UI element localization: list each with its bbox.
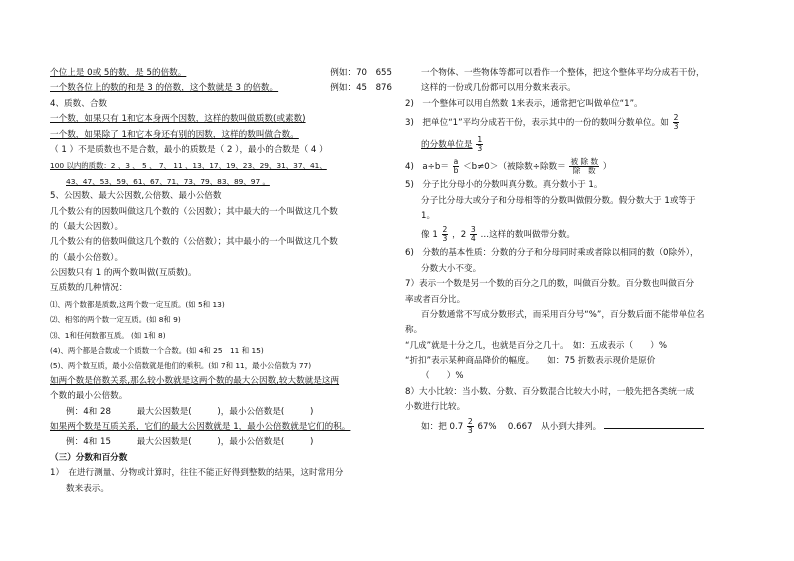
text-line: 几个数公有的因数叫做这几个数的（公因数）；其中最大的一个叫做这几个数: [50, 206, 338, 217]
unit-fraction-text: 的分数单位是: [421, 140, 473, 151]
rule-multiple-of-3: 一个数各位上的数的和是 3 的倍数，这个数就是 3 的倍数。: [50, 83, 279, 94]
coprime-relation-text: 如果两个数是互质关系，它们的最大公因数就是 1，最小公倍数就是它们的积。: [50, 421, 351, 432]
fraction-denominator: 3: [442, 234, 448, 244]
text-line: （ 1 ）不是质数也不是合数，最小的质数是（ 2 ），最小的合数是（ 4 ）: [50, 144, 328, 155]
text-line: “折扣”表示某种商品降价的幅度。 如：75 折数表示现价是原价: [405, 356, 656, 367]
mixed-number-text: 像 1: [421, 230, 438, 241]
text-line: 个数的最小公倍数。: [50, 391, 128, 402]
text-line: [405, 112, 748, 134]
text-line: [405, 339, 748, 354]
division-formula: 4) a÷b＝: [405, 162, 449, 173]
prime-alias: (或素数): [273, 114, 306, 125]
text-line: 几个数公有的倍数叫做这几个数的（公倍数）；其中最小的一个叫做这几个数: [50, 237, 338, 248]
rule-multiple-of-5: 个位上是 0或 5的数，是 5的倍数。: [50, 68, 187, 78]
text-line: 互质数的几种情况：: [50, 283, 128, 294]
primes-list-text: 43、47、53、59、61、67、71、73、79、83、89、97 。: [66, 176, 270, 186]
text-line: 2) 一个整体可以用自然数 1来表示，通常把它叫做单位“1”。: [405, 98, 643, 109]
right-column: [405, 66, 748, 438]
example-label: 例：4和 15: [66, 437, 111, 448]
example-label: 例：4和 28: [66, 406, 111, 417]
multiple-relation-text: 如两个数是倍数关系,那么较小数就是这两个数的最大公因数,较大数就是这两: [50, 375, 340, 386]
fraction-numerator: 2: [442, 225, 448, 235]
fraction-numerator: 3: [470, 225, 476, 235]
primes-list-cont: [50, 174, 392, 189]
text-line: 6) 分数的基本性质：分数的分子和分母同时乘或者除以相同的数（0除外），: [405, 248, 699, 259]
text-line: [50, 420, 392, 435]
mixed-number-text: ，2: [452, 230, 467, 241]
example-text: 例如：70 655: [330, 68, 392, 78]
fraction-denominator: 4: [470, 234, 476, 244]
example-line: [50, 405, 392, 420]
text-line: 的（最小公倍数）。: [50, 252, 124, 263]
text-line: 分数大小不变。: [421, 263, 482, 274]
text-line: [405, 156, 748, 178]
fraction: [569, 158, 599, 175]
composite-definition: [50, 128, 392, 143]
answer-blank-line[interactable]: [604, 419, 704, 429]
text-line: [405, 224, 748, 246]
fraction-denominator: 3: [477, 144, 483, 154]
fraction: [470, 226, 477, 243]
text-line: 7）表示一个数是另一个数的百分之几的数，叫做百分数。百分数也叫做百分: [405, 279, 695, 290]
fraction-numerator: 2: [673, 113, 679, 123]
fraction: [453, 158, 460, 175]
text-line: 分子比分母大或分子和分母相等的分数叫做假分数。假分数大于 1或等于: [421, 195, 696, 206]
fraction-numerator: 1: [477, 135, 483, 145]
percent-question: 如：五成表示（ ）%: [572, 340, 668, 351]
text-line: 1。: [421, 210, 436, 221]
percent-note: “几成”就是十分之几，也就是百分之几十。: [405, 340, 565, 351]
text-line: 一个物体、一些物体等都可以看作一个整体，把这个整体平均分成若干份，: [421, 68, 705, 78]
mixed-number-text: …这样的数叫做带分数。: [480, 230, 576, 241]
fraction-numerator: 2: [467, 416, 473, 426]
text-line: [50, 112, 392, 127]
fraction: [442, 226, 449, 243]
fraction-numerator: a: [453, 157, 459, 167]
example-line: [50, 435, 392, 450]
section-heading: （三）分数和百分数: [50, 452, 128, 463]
example-text: 例如：45 876: [330, 83, 392, 94]
unit-fraction-definition: 3) 把单位“1”平均分成若干份，表示其中的一份的数叫分数单位。如: [405, 118, 669, 129]
text-line: 率或者百分比。: [405, 294, 466, 305]
fraction-denominator: b: [453, 166, 459, 176]
division-formula: ＜b≠0＞（被除数÷除数＝: [463, 162, 566, 173]
left-column: [50, 66, 392, 497]
section-heading: 5、公因数、最大公因数,公倍数、最小公倍数: [50, 191, 222, 202]
primes-list: [50, 158, 392, 173]
list-item: (4)、两个都是合数或一个质数一个合数。(如 4和 25 11 和 15): [50, 346, 264, 356]
text-line: [50, 66, 392, 81]
text-line: 的（最大公因数）。: [50, 221, 124, 232]
text-line: 这样的一份或几份都可以用分数来表示。: [421, 83, 576, 94]
text-line: 百分数通常不写成分数形式，而采用百分号“%”，百分数后面不能带单位名: [421, 309, 705, 320]
text-line: 小数进行比较。: [405, 402, 466, 413]
text-line: [50, 374, 392, 389]
list-item: ⑵、相邻的两个数一定互质。(如 8和 9): [50, 315, 181, 325]
list-item: ⑶、1和任何数都互质。 (如 1和 8): [50, 330, 166, 340]
composite-definition-text: 一个数，如果除了 1和它本身还有别的因数，这样的数叫做合数。: [50, 129, 299, 140]
example-question: 最大公因数是( )，最小公倍数是( ): [136, 406, 314, 417]
fraction: [673, 114, 680, 131]
division-formula: ）: [602, 162, 612, 173]
fraction-denominator: 除 数: [572, 166, 596, 176]
fraction: [467, 418, 474, 435]
example-question: 最大公因数是( )，最小公倍数是( ): [136, 437, 314, 448]
fraction-numerator: 被 除 数: [570, 157, 599, 167]
list-item: (5)、两个数互质，最小公倍数就是他们的乘积。(如 7和 11，最小公倍数为 77): [50, 361, 312, 371]
text-line: 称。: [405, 325, 423, 336]
fraction: [476, 136, 483, 153]
text-line: 数来表示。: [66, 483, 109, 494]
text-line: 公因数只有 1 的两个数叫做(互质数)。: [50, 268, 197, 279]
prime-definition: 一个数，如果只有 1和它本身两个因数，这样的数叫做质数: [50, 114, 274, 125]
section-heading: 4、质数、合数: [50, 98, 108, 109]
text-line: 1） 在进行测量、分物或计算时，往往不能正好得到整数的结果，这时常用分: [50, 468, 344, 479]
fraction-denominator: 3: [467, 425, 473, 435]
text-line: [405, 134, 748, 156]
compare-question: 如：把 0.7: [421, 421, 464, 432]
text-line: 5) 分子比分母小的分数叫真分数。真分数小于 1。: [405, 180, 603, 191]
fraction-denominator: 3: [673, 122, 679, 132]
list-item: ⑴、两个数都是质数,这两个数一定互质。(如 5和 13): [50, 299, 225, 309]
text-line: （ ）%: [421, 371, 464, 382]
compare-question: 67% 0.667 从小到大排列。: [477, 421, 602, 432]
primes-list-text: 100 以内的质数：2 、3 、 5 、 7、 11 、13、17、19、23、29、31、37、41、: [50, 161, 327, 171]
text-line: [50, 81, 392, 96]
text-line: [405, 416, 748, 438]
text-line: 8）大小比较：当小数、分数、百分数混合比较大小时，一般先把各类统一成: [405, 386, 695, 397]
